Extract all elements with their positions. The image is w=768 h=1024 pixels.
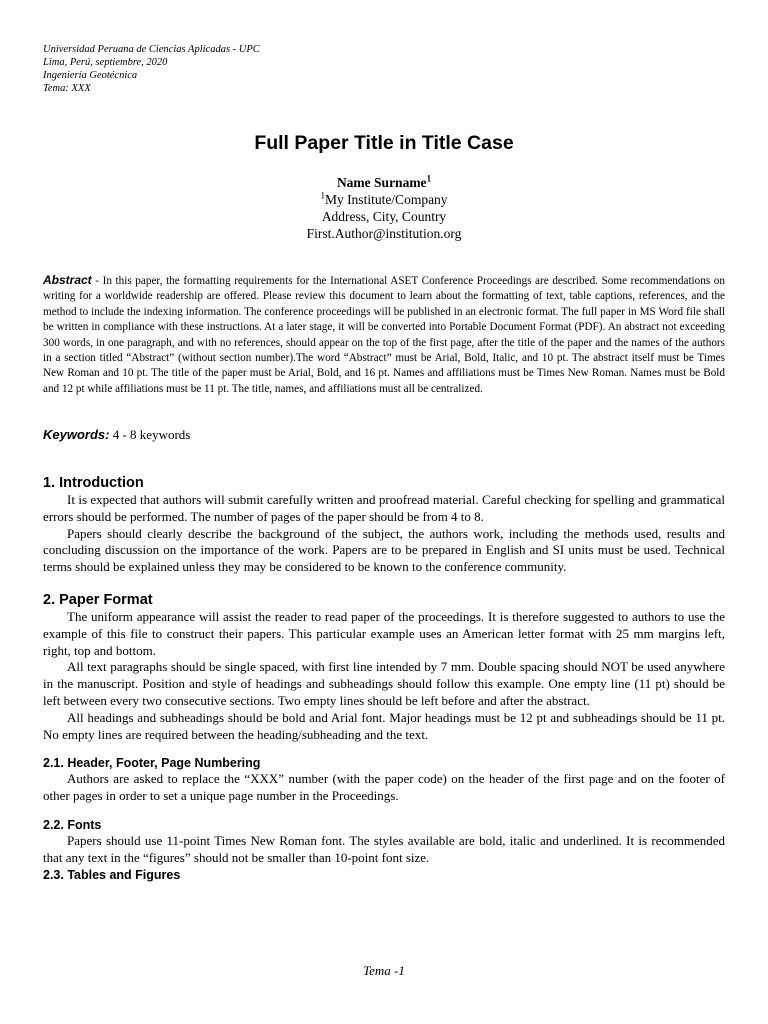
subsection-heading-tables-figures: 2.3. Tables and Figures <box>43 867 181 882</box>
paper-title: Full Paper Title in Title Case <box>254 132 514 154</box>
paragraph: Papers should use 11-point Times New Roman font. The styles available are bold, italic and underlined. It is recommended that any text in the “figures” should not be smaller than 10-point font size. <box>43 832 725 865</box>
subsection-heading-fonts: 2.2. Fonts <box>43 817 102 832</box>
paper-body <box>43 474 725 883</box>
author-name-line <box>0 174 768 191</box>
keywords-label: Keywords: <box>43 427 110 442</box>
abstract <box>43 273 725 397</box>
paragraph: All text paragraphs should be single spaced, with first line intended by 7 mm. Double spacing should NOT be used anywhere in the manuscript. Position and style of headings and subheadings should follow this example. One empty line (11 pt) should be left between every two consecutive sections. Two empty lines should be left before and after the abstract. <box>43 659 725 708</box>
section-heading-paper-format: 2. Paper Format <box>43 591 153 608</box>
running-header <box>43 43 260 95</box>
paragraph: Authors are asked to replace the “XXX” number (with the paper code) on the header of the first page and on the footer of other pages in order to set a unique page number in the Proceedings. <box>43 771 725 804</box>
header-university: Universidad Peruana de Ciencias Aplicadas - UPC <box>43 44 260 55</box>
author-institute: My Institute/Company <box>324 192 448 207</box>
author-email: First.Author@institution.org <box>306 226 462 241</box>
author-institute-line <box>0 191 768 208</box>
header-topic: Tema: XXX <box>43 83 91 94</box>
author-block <box>0 174 768 242</box>
header-location-date: Lima, Perú, septiembre, 2020 <box>43 57 168 68</box>
paragraph: Papers should clearly describe the background of the subject, the authors work, including the methods used, results and concluding discussion on the importance of the work. Papers are to be prepared in English and SI units must be used. Technical terms should be explained unless they may be considered to be known to the conference community. <box>43 525 725 575</box>
paragraph: It is expected that authors will submit carefully written and proofread material. Careful checking for spelling and grammatical errors should be performed. The number of pages of the paper should be from 4 to 8. <box>43 492 725 524</box>
page-footer: Tema -1 <box>363 963 405 978</box>
subsection-heading-header-footer: 2.1. Header, Footer, Page Numbering <box>43 756 261 771</box>
paragraph: The uniform appearance will assist the reader to read paper of the proceedings. It is therefore suggested to authors to use the example of this file to construct their papers. This particular example uses an American letter format with 25 mm margins left, right, top and bottom. <box>43 608 725 658</box>
header-field: Ingeniería Geotécnica <box>43 70 138 81</box>
paragraph: All headings and subheadings should be bold and Arial font. Major headings must be 12 pt and subheadings should be 11 pt. No empty lines are required between the heading/subheading and the text. <box>43 709 725 742</box>
keywords <box>43 426 190 443</box>
keywords-text: 4 - 8 keywords <box>109 427 191 442</box>
abstract-label: Abstract <box>43 273 92 287</box>
affiliation-superscript: 1 <box>320 190 325 201</box>
abstract-text: - In this paper, the formatting requirements for the International ASET Conference Proceedings are described. Some recommendations on writing for a worldwide readership are offered. Please review this document to learn about the formatting of text, table captions, references, and the method to include the indexing information. The conference proceedings will be published in an electronic format. The full paper in MS Word file shall be written in compliance with these instructions. At a later stage, it will be converted into Portable Document Format (PDF). An abstract not exceeding 300 words, in one paragraph, and with no references, should appear on the top of the first page, after the title of the paper and the names of the authors in a section titled “Abstract” (without section number).The word “Abstract” must be Arial, Bold, Italic, and 10 pt. The abstract itself must be Times New Roman and 10 pt. The title of the paper must be Arial, Bold, and 16 pt. Names and affiliations must be Times New Roman. Names must be Bold and 12 pt while affiliations must be 11 pt. The title, names, and affiliations must all be centralized. <box>43 275 725 395</box>
author-name-superscript: 1 <box>426 173 432 184</box>
author-address: Address, City, Country <box>321 209 447 224</box>
author-name: Name Surname <box>336 175 427 190</box>
section-heading-introduction: 1. Introduction <box>43 475 144 491</box>
